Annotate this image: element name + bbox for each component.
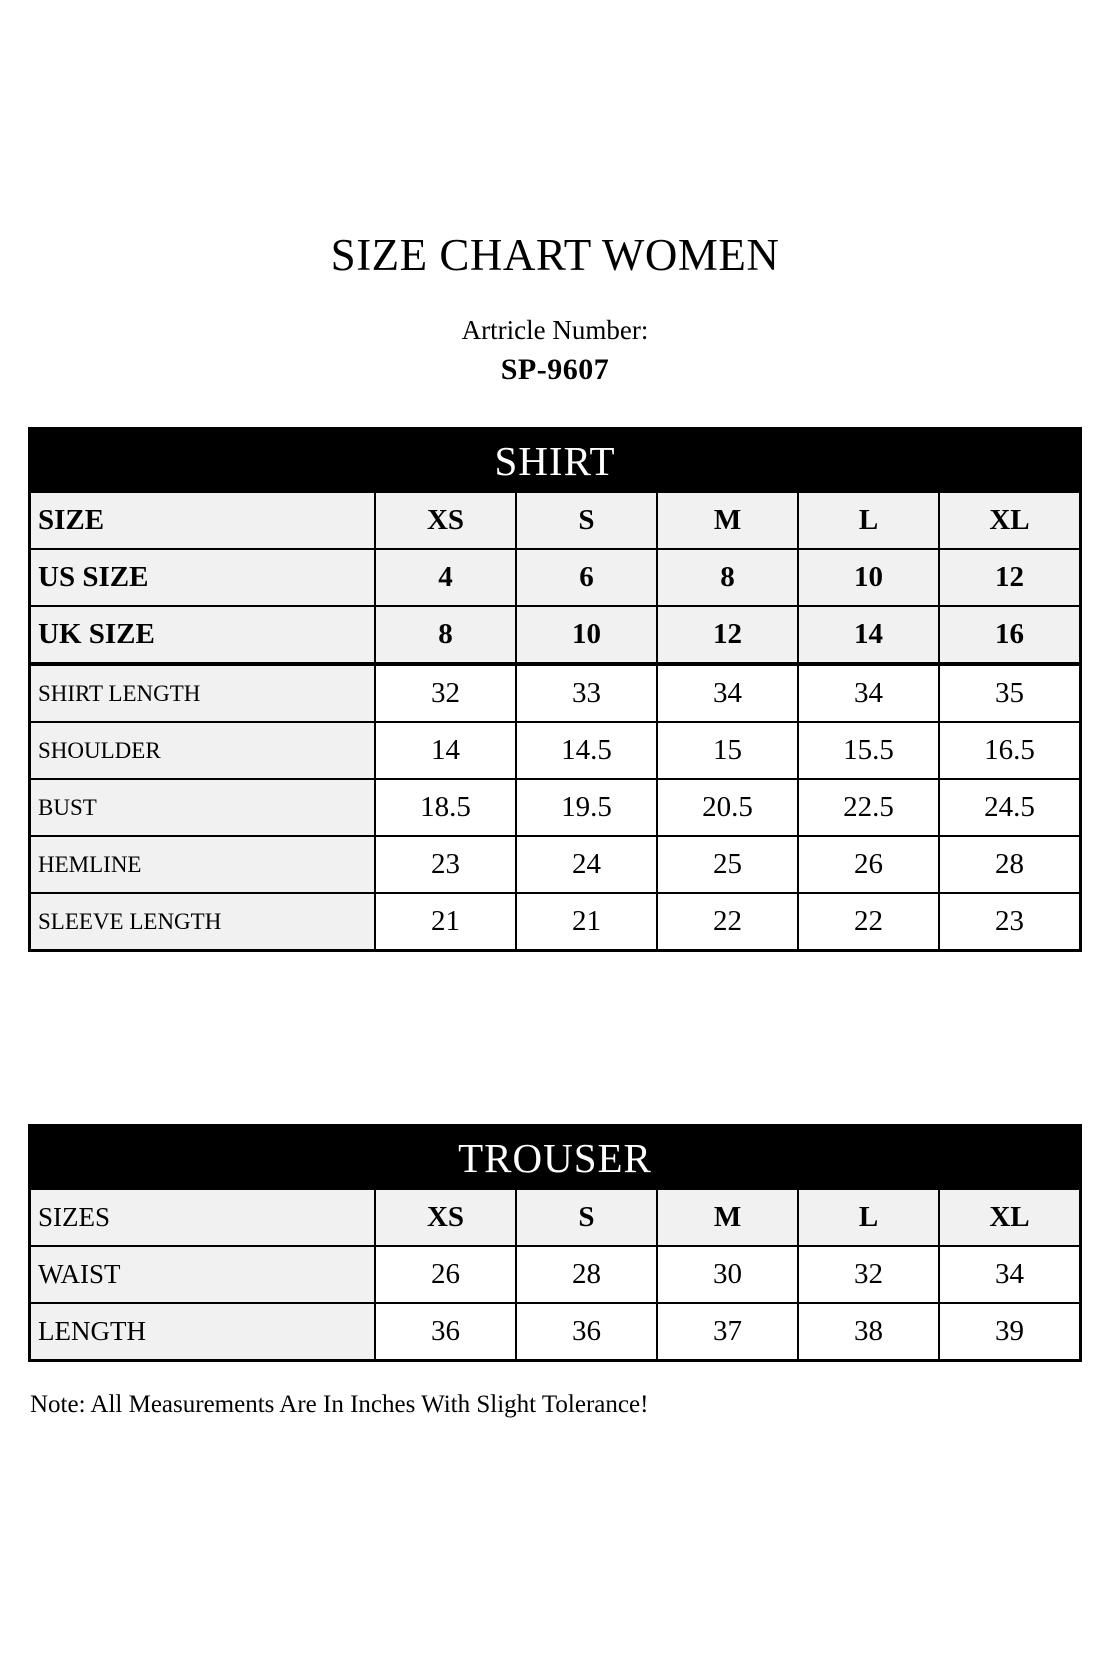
row-label-cell: WAIST — [31, 1247, 374, 1302]
table-row — [31, 892, 1079, 949]
row-label-cell: SIZES — [31, 1190, 374, 1245]
value-cell: 15.5 — [797, 723, 938, 778]
measurements-note: Note: All Measurements Are In Inches With Slight Tolerance! — [30, 1391, 649, 1419]
value-cell: 8 — [656, 550, 797, 605]
value-cell: 36 — [374, 1304, 515, 1359]
value-cell: 38 — [797, 1304, 938, 1359]
value-cell: 12 — [938, 550, 1079, 605]
value-cell: 34 — [797, 666, 938, 721]
value-cell: 28 — [515, 1247, 656, 1302]
table-row — [31, 548, 1079, 605]
value-cell: 22 — [656, 894, 797, 949]
row-label-cell: BUST — [31, 780, 374, 835]
value-cell: 22 — [797, 894, 938, 949]
table-row — [31, 605, 1079, 662]
value-cell: 37 — [656, 1304, 797, 1359]
value-cell: 18.5 — [374, 780, 515, 835]
value-cell: 26 — [797, 837, 938, 892]
row-label-cell: US SIZE — [31, 550, 374, 605]
value-cell: 15 — [656, 723, 797, 778]
shirt-table-grid — [31, 491, 1079, 949]
value-cell: 14 — [797, 607, 938, 662]
row-label-cell: SHOULDER — [31, 723, 374, 778]
table-row — [31, 1302, 1079, 1359]
shirt-size-table — [28, 427, 1082, 952]
value-cell: 21 — [374, 894, 515, 949]
row-label-cell: HEMLINE — [31, 837, 374, 892]
trouser-table-grid — [31, 1188, 1079, 1359]
value-cell: 21 — [515, 894, 656, 949]
value-cell: 23 — [374, 837, 515, 892]
row-label-cell: SHIRT LENGTH — [31, 666, 374, 721]
tables-container — [28, 427, 1082, 1362]
table-row — [31, 835, 1079, 892]
value-cell: 4 — [374, 550, 515, 605]
value-cell: 22.5 — [797, 780, 938, 835]
value-cell: 23 — [938, 894, 1079, 949]
value-cell: 10 — [797, 550, 938, 605]
value-cell: 30 — [656, 1247, 797, 1302]
table-row — [31, 491, 1079, 548]
value-cell: 39 — [938, 1304, 1079, 1359]
trouser-size-table — [28, 1124, 1082, 1362]
table-row — [31, 778, 1079, 835]
value-cell: 19.5 — [515, 780, 656, 835]
value-cell: 24 — [515, 837, 656, 892]
row-label-cell: UK SIZE — [31, 607, 374, 662]
value-cell: 12 — [656, 607, 797, 662]
row-label-cell: SIZE — [31, 493, 374, 548]
value-cell: M — [656, 1190, 797, 1245]
row-label-cell: SLEEVE LENGTH — [31, 894, 374, 949]
article-number-label: Artricle Number: — [461, 314, 649, 345]
page-title: SIZE CHART WOMEN — [330, 230, 780, 280]
value-cell: 33 — [515, 666, 656, 721]
value-cell: 8 — [374, 607, 515, 662]
value-cell: XL — [938, 1190, 1079, 1245]
value-cell: 36 — [515, 1304, 656, 1359]
value-cell: S — [515, 493, 656, 548]
value-cell: 25 — [656, 837, 797, 892]
table-row — [31, 721, 1079, 778]
table-row — [31, 1188, 1079, 1245]
table-row — [31, 1245, 1079, 1302]
value-cell: S — [515, 1190, 656, 1245]
value-cell: XS — [374, 1190, 515, 1245]
value-cell: 35 — [938, 666, 1079, 721]
value-cell: L — [797, 493, 938, 548]
value-cell: 26 — [374, 1247, 515, 1302]
trouser-table-title: TROUSER — [31, 1127, 1079, 1188]
value-cell: 34 — [656, 666, 797, 721]
row-label-cell: LENGTH — [31, 1304, 374, 1359]
value-cell: 24.5 — [938, 780, 1079, 835]
value-cell: 34 — [938, 1247, 1079, 1302]
article-number-value: SP-9607 — [500, 352, 610, 386]
value-cell: 14.5 — [515, 723, 656, 778]
value-cell: L — [797, 1190, 938, 1245]
value-cell: 6 — [515, 550, 656, 605]
value-cell: 32 — [374, 666, 515, 721]
table-row — [31, 662, 1079, 721]
value-cell: 32 — [797, 1247, 938, 1302]
value-cell: 10 — [515, 607, 656, 662]
value-cell: 20.5 — [656, 780, 797, 835]
value-cell: 14 — [374, 723, 515, 778]
value-cell: XL — [938, 493, 1079, 548]
value-cell: 28 — [938, 837, 1079, 892]
value-cell: XS — [374, 493, 515, 548]
value-cell: M — [656, 493, 797, 548]
shirt-table-title: SHIRT — [31, 430, 1079, 491]
value-cell: 16.5 — [938, 723, 1079, 778]
value-cell: 16 — [938, 607, 1079, 662]
